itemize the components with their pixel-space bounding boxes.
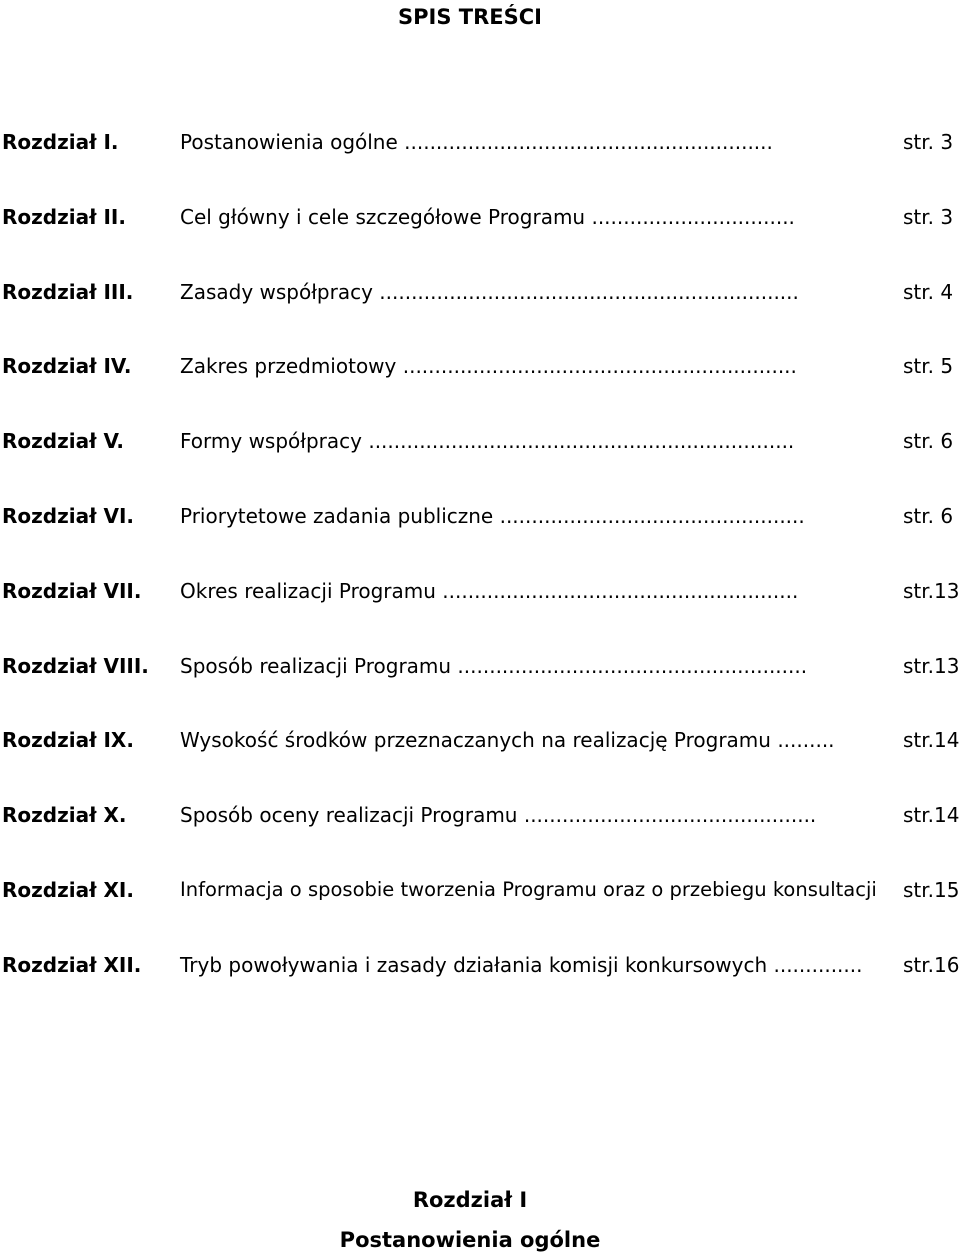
- toc-entry-title: Okres realizacji Programu ........................................................: [180, 578, 799, 603]
- section-name-heading: Postanowienia ogólne: [339, 1228, 601, 1252]
- toc-entry-title: Wysokość środków przeznaczanych na realizację Programu .........: [180, 728, 835, 753]
- toc-chapter-label: Rozdział IV.: [2, 354, 132, 379]
- toc-chapter-label: Rozdział VII.: [2, 578, 142, 603]
- toc-page-number: str. 3: [903, 130, 954, 154]
- toc-entry-title: Zakres przedmiotowy ..............................................................: [180, 354, 797, 379]
- toc-entry-10: [0, 803, 960, 878]
- toc-chapter-label: Rozdział II.: [2, 204, 126, 229]
- toc-entry-5: [0, 429, 960, 504]
- toc-chapter-label: Rozdział XI.: [2, 877, 134, 902]
- toc-entry-2: [0, 205, 960, 280]
- toc-entry-title: Postanowienia ogólne ..........................................................: [180, 130, 773, 154]
- toc-page-number: str. 5: [903, 354, 954, 379]
- toc-entry-title: Priorytetowe zadania publiczne ................................................: [180, 503, 805, 528]
- toc-entry-11: [0, 878, 960, 953]
- toc-page-number: str.14: [903, 803, 960, 828]
- toc-entry-3: [0, 280, 960, 355]
- toc-entry-4: [0, 354, 960, 429]
- toc-entry-8: [0, 654, 960, 729]
- toc-entry-12: [0, 953, 960, 1028]
- document-title: SPIS TREŚCI: [398, 5, 542, 29]
- toc-entry-title: Zasady współpracy ..................................................................: [180, 279, 799, 304]
- toc-chapter-label: Rozdział VI.: [2, 503, 134, 528]
- toc-entry-7: [0, 579, 960, 654]
- toc-entry-title: Formy współpracy ...................................................................: [180, 429, 795, 454]
- toc-page-number: str.15: [903, 877, 960, 902]
- toc-chapter-label: Rozdział I.: [2, 130, 119, 154]
- toc-entry-6: [0, 504, 960, 579]
- toc-chapter-label: Rozdział V.: [2, 429, 124, 454]
- toc-chapter-label: Rozdział XII.: [2, 952, 142, 977]
- toc-entry-title: Informacja o sposobie tworzenia Programu oraz o przebiegu konsultacji: [180, 877, 877, 901]
- toc-chapter-label: Rozdział VIII.: [2, 653, 149, 678]
- toc-page-number: str.16: [903, 952, 960, 977]
- toc-chapter-label: Rozdział IX.: [2, 728, 134, 753]
- toc-page-number: str. 3: [903, 204, 954, 229]
- toc-page-number: str. 6: [903, 503, 954, 528]
- toc-page-number: str.13: [903, 578, 960, 603]
- toc-entry-1: [0, 130, 960, 205]
- toc-page-number: str. 6: [903, 429, 954, 454]
- toc-entry-9: [0, 728, 960, 803]
- toc-page-number: str.13: [903, 653, 960, 678]
- toc-page-number: str. 4: [903, 279, 954, 304]
- toc-chapter-label: Rozdział III.: [2, 279, 134, 304]
- toc-entry-title: Sposób oceny realizacji Programu ..............................................: [180, 803, 817, 828]
- toc-entry-title: Cel główny i cele szczegółowe Programu ................................: [180, 204, 795, 229]
- toc-entry-title: Sposób realizacji Programu .......................................................: [180, 653, 808, 678]
- table-of-contents: [0, 130, 960, 1028]
- toc-page-number: str.14: [903, 728, 960, 753]
- section-number-heading: Rozdział I: [412, 1188, 528, 1212]
- toc-chapter-label: Rozdział X.: [2, 803, 127, 828]
- toc-entry-title: Tryb powoływania i zasady działania komisji konkursowych ..............: [180, 952, 863, 977]
